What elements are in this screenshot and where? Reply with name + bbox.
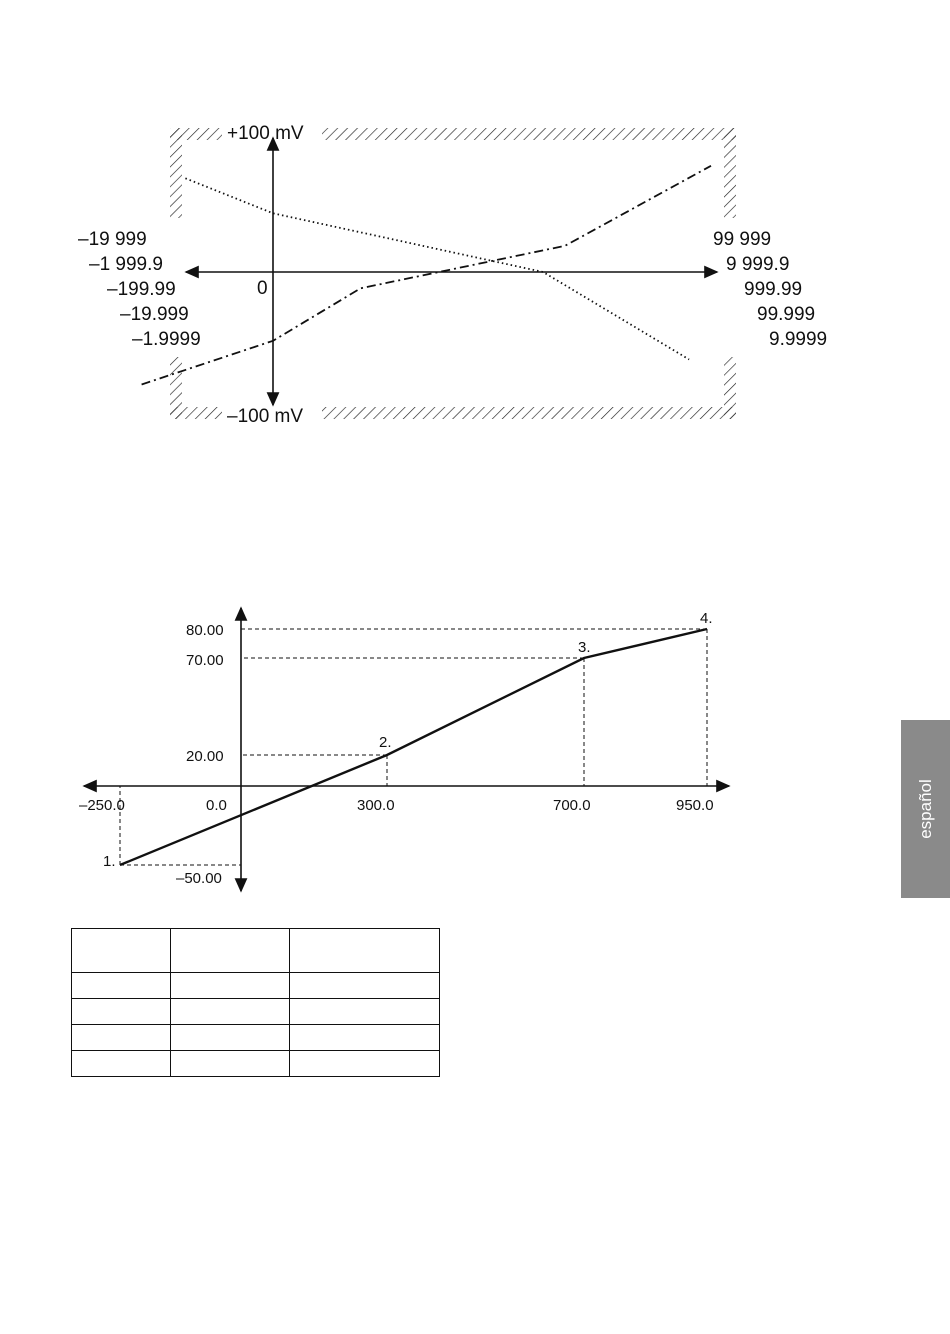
table-row bbox=[72, 1051, 440, 1077]
table-row bbox=[72, 929, 440, 973]
y-top-label: +100 mV bbox=[227, 123, 304, 144]
table-cell bbox=[290, 1051, 440, 1077]
table-cell bbox=[290, 973, 440, 999]
table-cell bbox=[171, 1025, 290, 1051]
point-label: 2. bbox=[379, 734, 392, 751]
table-cell bbox=[72, 973, 171, 999]
x-tick-label: 0.0 bbox=[206, 797, 227, 814]
y-tick-label: 80.00 bbox=[186, 622, 224, 639]
x-label-left: –1.9999 bbox=[132, 329, 201, 350]
x-label-right: 999.99 bbox=[744, 279, 803, 300]
x-tick-label: 950.0 bbox=[676, 797, 714, 814]
x-tick-label: 700.0 bbox=[553, 797, 591, 814]
table-cell bbox=[171, 929, 290, 973]
x-label-left: –199.99 bbox=[107, 279, 176, 300]
table-row bbox=[72, 1025, 440, 1051]
x-label-left: –19 999 bbox=[78, 229, 147, 250]
table-cell bbox=[72, 929, 171, 973]
x-label-right: 99.999 bbox=[757, 304, 816, 325]
series-dash-dot-line bbox=[142, 166, 711, 385]
table-cell bbox=[290, 1025, 440, 1051]
point-label: 3. bbox=[578, 639, 591, 656]
table-row bbox=[72, 999, 440, 1025]
x-tick-label: 300.0 bbox=[357, 797, 395, 814]
mv-range-chart bbox=[0, 0, 950, 440]
x-label-left: –1 999.9 bbox=[89, 254, 163, 275]
x-label-right: 9.9999 bbox=[769, 329, 828, 350]
table-cell bbox=[171, 1051, 290, 1077]
origin-label: 0 bbox=[257, 278, 268, 299]
table-cell bbox=[290, 999, 440, 1025]
language-tab[interactable] bbox=[901, 720, 950, 898]
table-cell bbox=[72, 1025, 171, 1051]
x-label-left: –19.999 bbox=[120, 304, 189, 325]
table-cell bbox=[171, 999, 290, 1025]
table-cell bbox=[72, 1051, 171, 1077]
series-dotted-line bbox=[185, 178, 689, 359]
y-tick-label: –50.00 bbox=[176, 870, 222, 887]
point-label: 1. bbox=[103, 853, 116, 870]
hatched-frame bbox=[170, 128, 736, 419]
point-label: 4. bbox=[700, 610, 713, 627]
table-row bbox=[72, 973, 440, 999]
x-label-right: 99 999 bbox=[713, 229, 772, 250]
y-tick-label: 70.00 bbox=[186, 652, 224, 669]
language-tab-label: español bbox=[915, 779, 935, 839]
x-label-right: 9 999.9 bbox=[726, 254, 790, 275]
table-cell bbox=[72, 999, 171, 1025]
y-bottom-label: –100 mV bbox=[227, 406, 304, 427]
x-tick-label: –250.0 bbox=[79, 797, 125, 814]
entry-table bbox=[71, 928, 440, 1077]
table-cell bbox=[290, 929, 440, 973]
y-tick-label: 20.00 bbox=[186, 748, 224, 765]
table-cell bbox=[171, 973, 290, 999]
